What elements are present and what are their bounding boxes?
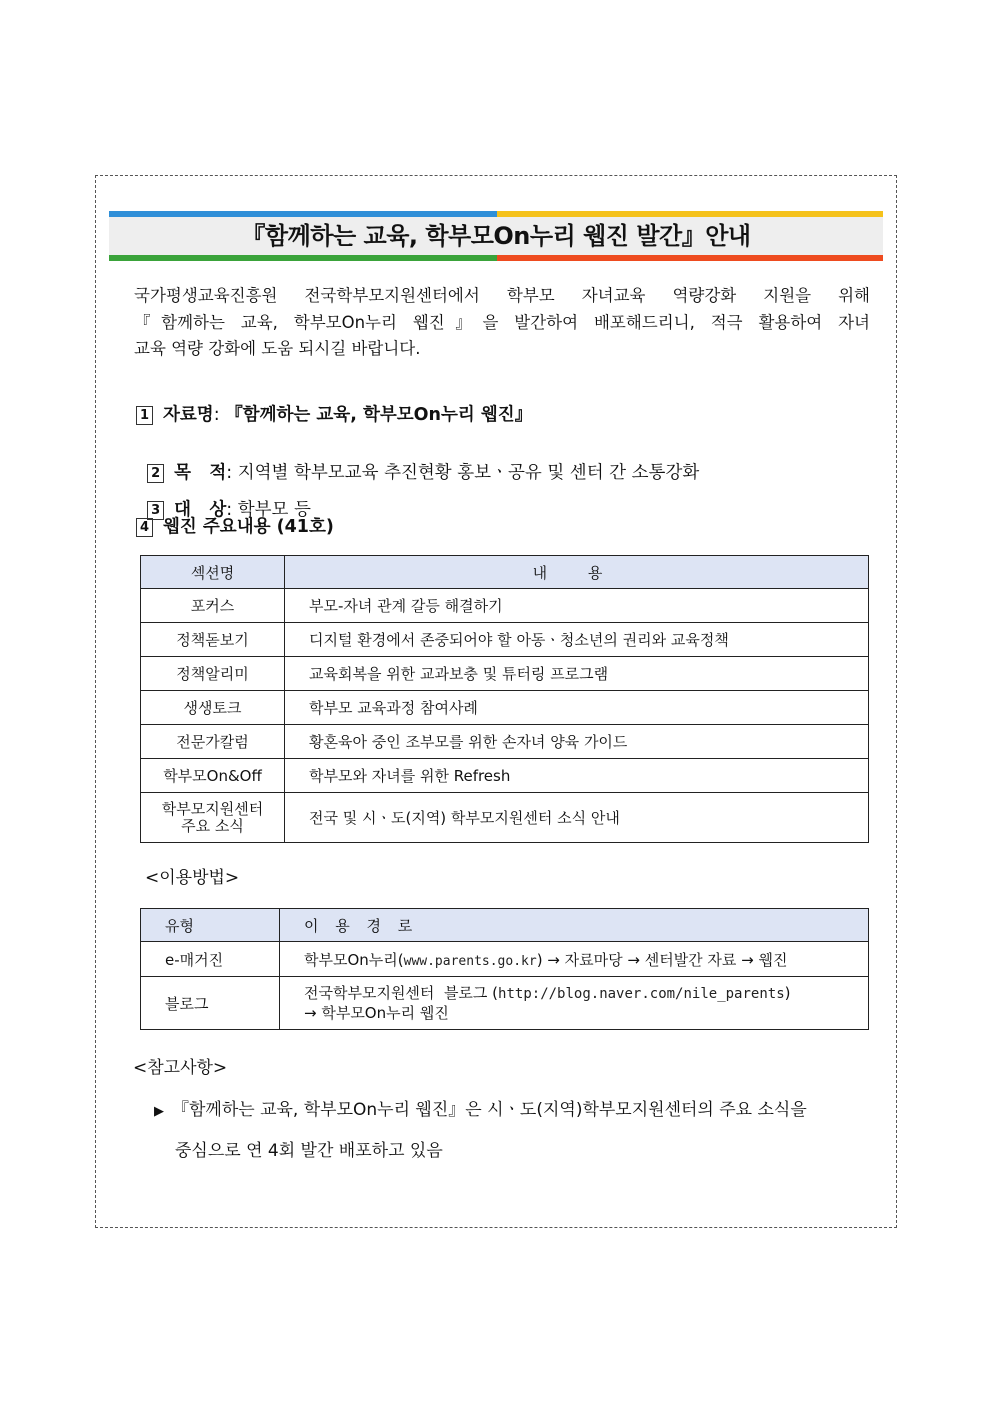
item-value: 지역별 학부모교육 추진현황 홍보ㆍ공유 및 센터 간 소통강화 — [237, 463, 700, 483]
item-number: 4 — [136, 518, 153, 537]
table-row — [141, 657, 869, 691]
path-line: → 학부모On누리 웹진 — [304, 1003, 449, 1022]
table-header: 이 용 경 로 — [280, 909, 869, 942]
section-cell-line: 주요 소식 — [181, 816, 244, 835]
usage-table — [140, 908, 869, 1030]
section-cell: 정책돋보기 — [141, 623, 285, 657]
banner-bar-green — [109, 255, 497, 261]
item-number: 3 — [147, 501, 164, 520]
content-cell: 디지털 환경에서 존중되어야 할 아동ㆍ청소년의 권리와 교육정책 — [285, 623, 869, 657]
item-label: 자료명 — [163, 405, 214, 425]
reference-note — [154, 1095, 807, 1120]
title-banner — [109, 211, 883, 261]
path-text: ) — [784, 983, 791, 1002]
item-label: 목 적 — [174, 463, 227, 483]
item-value: 『함께하는 교육, 학부모On누리 웹진』 — [225, 405, 533, 425]
table-row — [141, 793, 869, 843]
path-line — [304, 984, 868, 1004]
reference-line: 중심으로 연 4회 발간 배포하고 있음 — [175, 1141, 443, 1161]
table-row — [141, 759, 869, 793]
content-cell: 부모-자녀 관계 갈등 해결하기 — [285, 589, 869, 623]
table-header-row — [141, 909, 869, 942]
intro-paragraph — [134, 283, 870, 363]
item-title — [136, 401, 532, 426]
contents-table — [140, 555, 869, 843]
path-text: 학부모On누리( — [304, 950, 404, 969]
intro-line: 국가평생교육진흥원 전국학부모지원센터에서 학부모 자녀교육 역량강화 지원을 위해 — [134, 286, 870, 305]
item-contents — [136, 513, 334, 538]
content-cell: 교육회복을 위한 교과보충 및 튜터링 프로그램 — [285, 657, 869, 691]
path-cell — [280, 942, 869, 977]
item-label: 웹진 주요내용 (41호) — [163, 517, 334, 537]
table-row — [141, 623, 869, 657]
section-cell: 포커스 — [141, 589, 285, 623]
intro-line: 『함께하는 교육, 학부모On누리 웹진』을 발간하여 배포해드리니, 적극 활용하여 자녀 — [134, 312, 870, 332]
item-separator: : — [213, 405, 226, 425]
reference-heading: <참고사항> — [133, 1058, 228, 1078]
banner-bar-orange — [497, 255, 883, 261]
type-cell: e-매거진 — [141, 942, 280, 977]
section-cell: 학부모On&Off — [141, 759, 285, 793]
blog-link[interactable]: http://blog.naver.com/nile_parents — [498, 985, 785, 1002]
table-row — [141, 691, 869, 725]
page-title: 『함께하는 교육, 학부모On누리 웹진 발간』안내 — [241, 222, 751, 250]
table-row — [141, 725, 869, 759]
intro-line: 교육 역량 강화에 도움 되시길 바랍니다. — [134, 339, 421, 358]
reference-line: 『함께하는 교육, 학부모On누리 웹진』은 시ㆍ도(지역)학부모지원센터의 주요 소식을 — [172, 1100, 807, 1120]
path-text: ) → 자료마당 → 센터발간 자료 → 웹진 — [536, 950, 788, 969]
table-row — [141, 942, 869, 977]
usage-heading: <이용방법> — [145, 868, 240, 888]
item-number: 1 — [136, 406, 153, 425]
table-header: 내 용 — [285, 556, 869, 589]
table-row — [141, 977, 869, 1030]
site-link[interactable]: www.parents.go.kr — [403, 953, 537, 969]
content-cell: 학부모 교육과정 참여사례 — [285, 691, 869, 725]
table-header: 섹션명 — [141, 556, 285, 589]
table-row — [141, 589, 869, 623]
item-separator: : — [226, 463, 238, 483]
item-separator: : — [226, 500, 238, 520]
content-cell: 황혼육아 중인 조부모를 위한 손자녀 양육 가이드 — [285, 725, 869, 759]
path-cell — [280, 977, 869, 1030]
section-cell-line: 학부모지원센터 — [161, 799, 264, 818]
item-number: 2 — [147, 464, 164, 483]
type-cell: 블로그 — [141, 977, 280, 1030]
path-text: 전국학부모지원센터 블로그 ( — [304, 983, 499, 1002]
content-cell: 학부모와 자녀를 위한 Refresh — [285, 759, 869, 793]
section-cell — [141, 793, 285, 843]
bullet-icon: ▶ — [154, 1104, 164, 1119]
section-cell: 생생토크 — [141, 691, 285, 725]
table-header: 유형 — [141, 909, 280, 942]
content-cell: 전국 및 시ㆍ도(지역) 학부모지원센터 소식 안내 — [285, 793, 869, 843]
section-cell: 전문가칼럼 — [141, 725, 285, 759]
section-cell: 정책알리미 — [141, 657, 285, 691]
item-label: 대 상 — [174, 500, 227, 520]
item-value: 학부모 등 — [237, 500, 311, 520]
table-header-row — [141, 556, 869, 589]
